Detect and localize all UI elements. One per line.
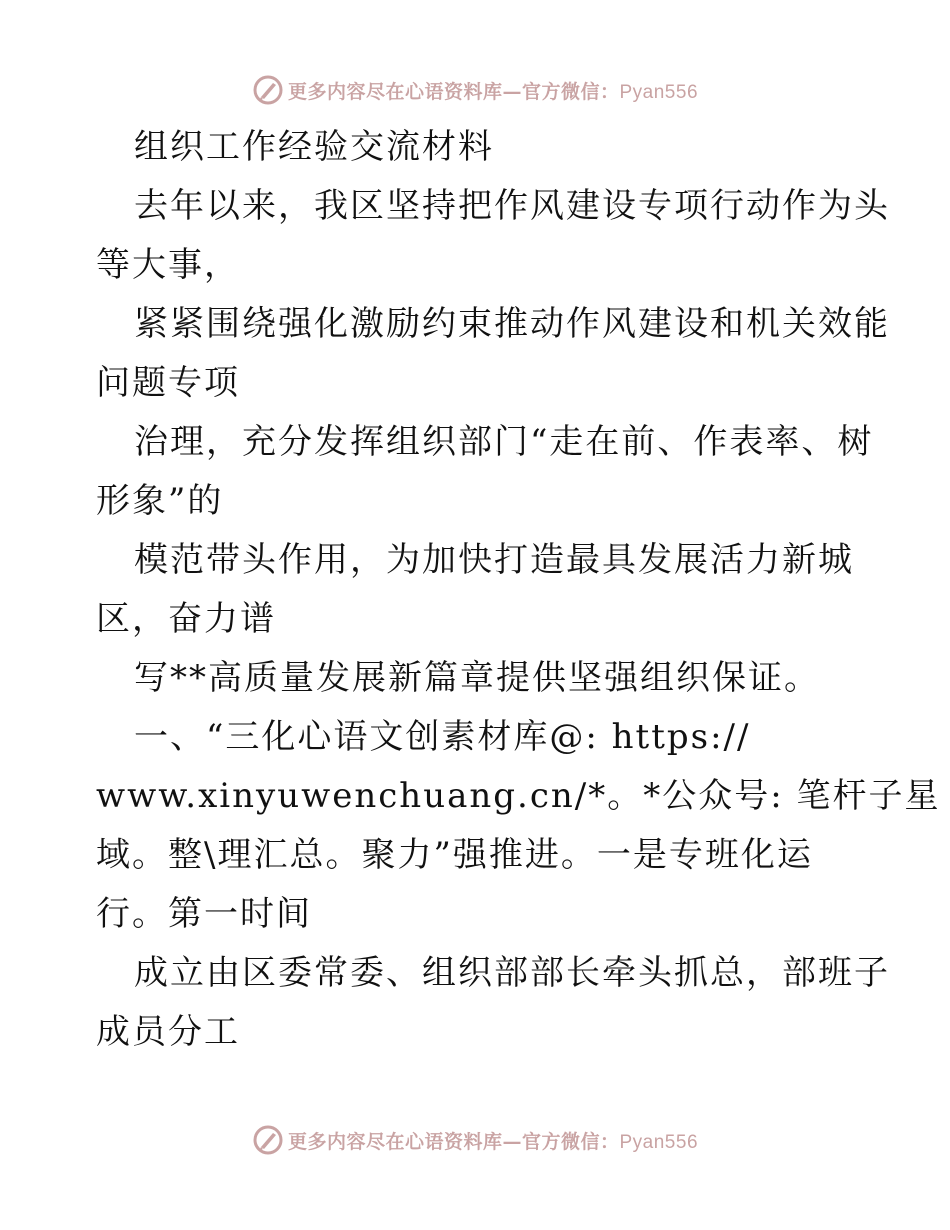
document-line: 模范带头作用，为加快打造最具发展活力新城 [134,540,854,580]
document-line: 紧紧围绕强化激励约束推动作风建设和机关效能 [134,304,890,344]
document-body [96,118,941,1062]
document-line: 组织工作经验交流材料 [134,127,494,167]
document-line: 问题专项 [96,363,240,403]
document-line: www.xinyuwenchuang.cn/*。*公众号: 笔杆子星 [96,776,941,816]
document-line: 去年以来，我区坚持把作风建设专项行动作为头 [134,186,890,226]
document-line: 成立由区委常委、组织部部长牵头抓总，部班子 [134,953,890,993]
document-line: 写**高质量发展新篇章提供坚强组织保证。 [134,658,820,698]
document-line: 等大事， [96,245,240,285]
document-line: 成员分工 [96,1012,240,1052]
document-line: 形象”的 [96,481,224,521]
watermark-text: 更多内容尽在心语资料库—官方微信：Pyan556 [287,1130,699,1153]
watermark-id: Pyan556 [619,1131,699,1153]
watermark-id: Pyan556 [619,81,699,103]
watermark-text: 更多内容尽在心语资料库—官方微信：Pyan556 [287,80,699,103]
footer-watermark [0,1120,950,1160]
document-line: 行。第一时间 [96,894,312,934]
quill-logo-icon [252,74,284,106]
document-line: 一、“三化心语文创素材库@: https:// [134,717,751,757]
document-line: 域。整\理汇总。聚力”强推进。一是专班化运 [96,835,813,875]
header-watermark [0,70,950,110]
document-line: 治理，充分发挥组织部门“走在前、作表率、树 [134,422,874,462]
document-line: 区，奋力谱 [96,599,276,639]
quill-logo-icon [252,1124,284,1156]
